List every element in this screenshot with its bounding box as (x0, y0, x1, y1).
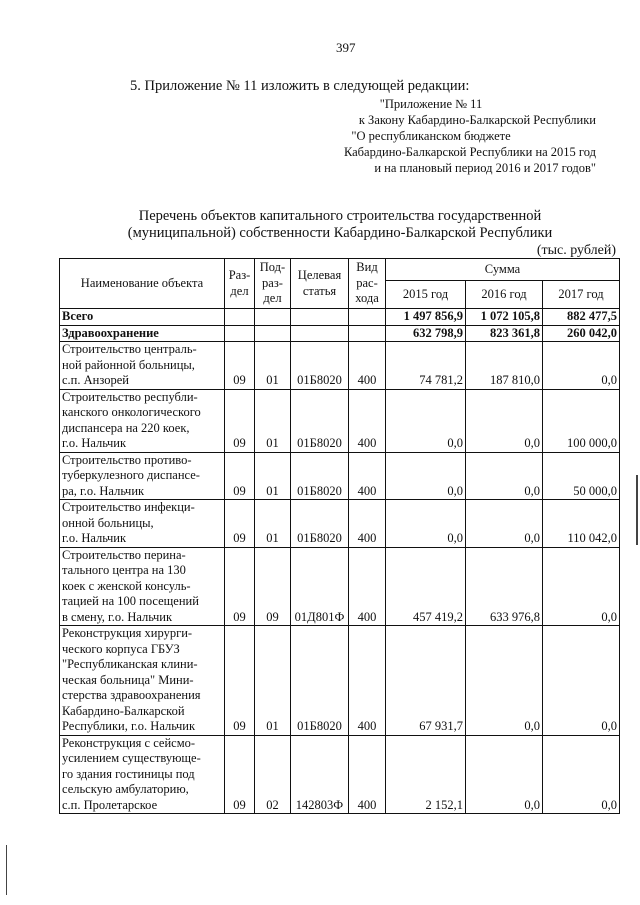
target-cell: 01Б8020 (291, 500, 349, 548)
sum-2016-cell: 0,0 (466, 389, 543, 452)
razdel-cell: 09 (225, 342, 255, 390)
target-cell: 142803Ф (291, 735, 349, 814)
podrazdel-cell: 01 (255, 342, 291, 390)
scan-edge (636, 475, 638, 545)
sum-2015-cell: 1 497 856,9 (386, 309, 466, 326)
sum-2015-cell: 0,0 (386, 389, 466, 452)
target-cell: 01Б8020 (291, 342, 349, 390)
object-name-line: с.п. Пролетарское (62, 797, 158, 812)
object-name-line: коек с женской консуль- (62, 578, 191, 593)
expense-cell: 400 (349, 500, 386, 548)
object-name-line: стерства здравоохранения (62, 688, 201, 702)
podrazdel-cell: 01 (255, 389, 291, 452)
object-name-cell (60, 325, 225, 342)
sum-2015-cell: 0,0 (386, 452, 466, 500)
object-name-line: г.о. Нальчик (62, 436, 127, 450)
sum-2016-cell: 187 810,0 (466, 342, 543, 390)
podrazdel-cell (255, 325, 291, 342)
object-name-line: с.п. Анзорей (62, 373, 129, 387)
sum-2017-cell: 110 042,0 (543, 500, 620, 548)
object-name-line: ческого корпуса ГБУЗ (62, 641, 180, 656)
table-row (60, 325, 620, 342)
sum-2016-cell: 0,0 (466, 735, 543, 814)
object-name-line: ной районной больницы, (62, 357, 195, 372)
unit-label: (тыс. рублей) (536, 243, 616, 258)
object-name-cell (60, 547, 225, 626)
podrazdel-cell: 01 (255, 452, 291, 500)
expense-cell: 400 (349, 452, 386, 500)
appendix-line: к Закону Кабардино-Балкарской Республики (358, 113, 596, 127)
target-cell: 01Б8020 (291, 452, 349, 500)
object-name-line: "Республиканская клини- (62, 657, 198, 671)
object-name-line: туберкулезного диспансе- (62, 468, 200, 482)
razdel-cell: 09 (225, 500, 255, 548)
sum-2015-cell: 2 152,1 (386, 735, 466, 814)
object-name-line: Здравоохранение (62, 325, 159, 340)
scan-edge (6, 845, 7, 895)
podrazdel-cell (255, 309, 291, 326)
table-row (60, 500, 620, 548)
sum-2016-cell: 0,0 (466, 500, 543, 548)
title-line: Перечень объектов капитального строительства государственной (138, 208, 542, 224)
sum-2016-cell: 0,0 (466, 626, 543, 736)
sum-2017-cell: 0,0 (543, 626, 620, 736)
object-name-line: ра, г.о. Нальчик (62, 483, 145, 498)
appendix-heading (266, 96, 596, 176)
objects-table (59, 258, 620, 814)
header-sum: Сумма (386, 259, 620, 281)
table-row (60, 309, 620, 326)
expense-cell: 400 (349, 389, 386, 452)
object-name-line: онной больницы, (62, 515, 154, 530)
title-line: (муниципальной) собственности Кабардино-Балкарской Республики (127, 225, 553, 241)
object-name-line: тального центра на 130 (62, 563, 186, 577)
sum-2017-cell: 50 000,0 (543, 452, 620, 500)
sum-2017-cell: 882 477,5 (543, 309, 620, 326)
razdel-cell: 09 (225, 389, 255, 452)
table-row (60, 389, 620, 452)
target-cell: 01Д801Ф (291, 547, 349, 626)
object-name-cell (60, 452, 225, 500)
sum-2017-cell: 0,0 (543, 547, 620, 626)
sum-2017-cell: 0,0 (543, 342, 620, 390)
object-name-line: Строительство республи- (62, 389, 198, 404)
sum-2016-cell: 823 361,8 (466, 325, 543, 342)
sum-2017-cell: 0,0 (543, 735, 620, 814)
header-2016: 2016 год (466, 281, 543, 309)
podrazdel-cell: 02 (255, 735, 291, 814)
object-name-line: Реконструкция хирурги- (62, 626, 193, 640)
object-name-line: в смену, г.о. Нальчик (62, 609, 173, 624)
sum-2016-cell: 0,0 (466, 452, 543, 500)
expense-cell (349, 309, 386, 326)
object-name-line: усилением существующе- (62, 751, 201, 765)
expense-cell: 400 (349, 342, 386, 390)
header-2015: 2015 год (386, 281, 466, 309)
appendix-line: "О республиканском бюджете (351, 129, 511, 143)
sum-2017-cell: 100 000,0 (543, 389, 620, 452)
razdel-cell: 09 (225, 547, 255, 626)
podrazdel-cell: 01 (255, 626, 291, 736)
object-name-cell (60, 500, 225, 548)
header-expense: Вид рас- хода (349, 259, 386, 309)
object-name-line: Реконструкция с сейсмо- (62, 735, 196, 750)
podrazdel-cell: 01 (255, 500, 291, 548)
sum-2015-cell: 67 931,7 (386, 626, 466, 736)
target-cell (291, 325, 349, 342)
table-row (60, 342, 620, 390)
header-target: Целевая статья (291, 259, 349, 309)
object-name-line: Республики, г.о. Нальчик (62, 719, 196, 733)
object-name-line: го здания гостиницы под (62, 766, 195, 781)
sum-2016-cell: 1 072 105,8 (466, 309, 543, 326)
target-cell: 01Б8020 (291, 389, 349, 452)
sum-2017-cell: 260 042,0 (543, 325, 620, 342)
podrazdel-cell: 09 (255, 547, 291, 626)
header-2017: 2017 год (543, 281, 620, 309)
object-name-line: канского онкологического (62, 405, 201, 419)
target-cell: 01Б8020 (291, 626, 349, 736)
table-row (60, 735, 620, 814)
object-name-cell (60, 389, 225, 452)
header-name: Наименование объекта (60, 259, 225, 309)
expense-cell: 400 (349, 735, 386, 814)
sum-2016-cell: 633 976,8 (466, 547, 543, 626)
object-name-line: ческая больница" Мини- (62, 672, 194, 687)
table-row (60, 626, 620, 736)
sum-2015-cell: 632 798,9 (386, 325, 466, 342)
target-cell (291, 309, 349, 326)
sum-2015-cell: 457 419,2 (386, 547, 466, 626)
object-name-cell (60, 309, 225, 326)
expense-cell: 400 (349, 626, 386, 736)
razdel-cell: 09 (225, 626, 255, 736)
object-name-line: тацией на 100 посещений (62, 594, 199, 608)
object-name-line: Строительство централь- (62, 342, 197, 356)
document-title (60, 208, 620, 242)
object-name-line: Всего (62, 309, 94, 323)
intro-text: 5. Приложение № 11 изложить в следующей редакции: (130, 78, 470, 94)
razdel-cell (225, 325, 255, 342)
object-name-cell (60, 626, 225, 736)
sum-2015-cell: 0,0 (386, 500, 466, 548)
object-name-line: сельскую амбулаторию, (62, 782, 189, 796)
header-razdel: Раз- дел (225, 259, 255, 309)
expense-cell (349, 325, 386, 342)
appendix-line: "Приложение № 11 (379, 97, 483, 111)
object-name-line: Строительство инфекци- (62, 500, 195, 514)
object-name-line: Строительство противо- (62, 452, 192, 467)
razdel-cell (225, 309, 255, 326)
razdel-cell: 09 (225, 735, 255, 814)
razdel-cell: 09 (225, 452, 255, 500)
expense-cell: 400 (349, 547, 386, 626)
appendix-line: Кабардино-Балкарской Республики на 2015 год (343, 145, 596, 159)
object-name-line: Кабардино-Балкарской (62, 703, 185, 718)
appendix-line: и на плановый период 2016 и 2017 годов" (374, 161, 596, 175)
object-name-line: Строительство перина- (62, 547, 186, 562)
sum-2015-cell: 74 781,2 (386, 342, 466, 390)
header-podrazdel: Под- раз- дел (255, 259, 291, 309)
page-number: 397 (336, 40, 356, 55)
object-name-line: диспансера на 220 коек, (62, 420, 190, 435)
object-name-line: г.о. Нальчик (62, 531, 127, 545)
table-row (60, 547, 620, 626)
object-name-cell (60, 342, 225, 390)
object-name-cell (60, 735, 225, 814)
table-row (60, 452, 620, 500)
